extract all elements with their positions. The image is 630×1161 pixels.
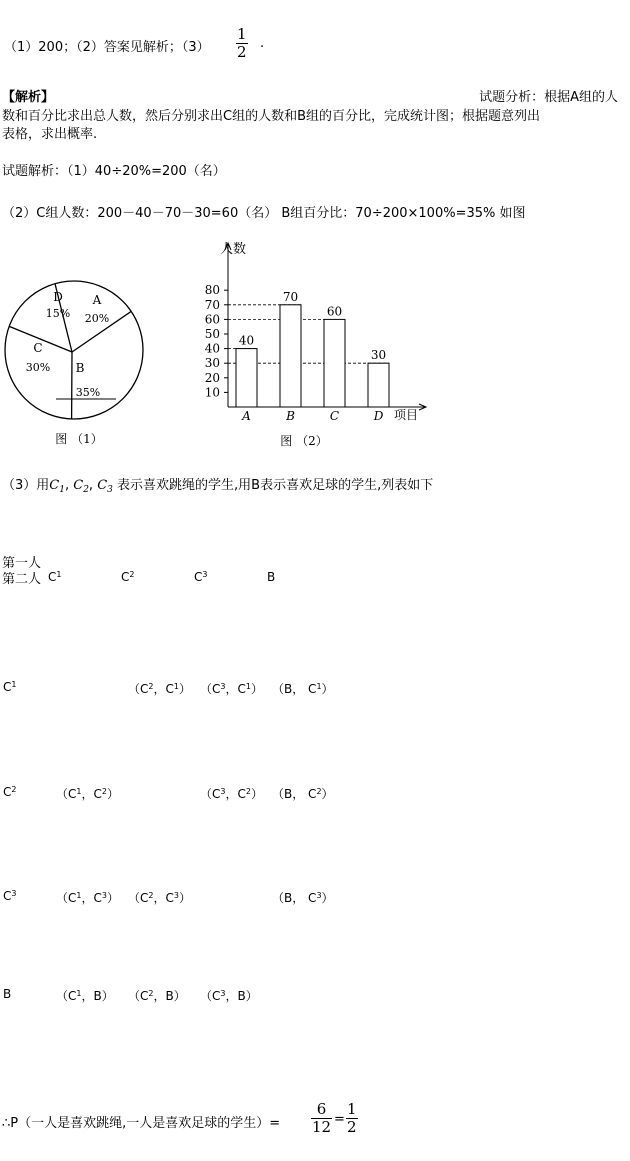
table-cell: （B， $C^3$） [272,891,334,905]
bar-xlabel: 项目 [394,408,419,422]
answer-end: . [260,36,265,51]
step3-c1-sub: 1 [59,485,65,495]
bar-y-tick-label: 40 [204,341,220,356]
table-cell: （B， $C^2$） [272,787,334,801]
table-cell: （$C^3$，$C^2$） [200,787,263,801]
step3-c1: C [49,478,60,493]
table-cell: （$C^3$，B） [200,989,258,1003]
solution-step3: （3）用$C_1$, $C_2$, $C_3$ 表示喜欢跳绳的学生,用B表示喜欢足球的学生,列表如下 [2,478,434,495]
pie-percent-b: 35% [75,386,101,399]
table-column-header: $C^2$ [121,570,135,584]
bar-D [368,363,389,407]
table-cell: （$C^3$，$C^1$） [200,682,263,696]
bar-A [236,349,257,407]
answer-fraction [236,26,248,61]
table-header-top: 第一人 [2,556,42,571]
step3-c2-sub: 2 [83,485,89,495]
answer-text: （1）200；（2）答案见解析；（3） [4,40,210,55]
bar-category-label: C [329,409,340,423]
table-cell: （$C^1$，B） [56,989,114,1003]
bar-value-label: 30 [370,348,387,363]
bar-chart [180,233,440,448]
table-cell: （$C^2$，$C^3$） [128,891,191,905]
probability-prefix: ∴P（一人是喜欢跳绳,一人是喜欢足球的学生）= [2,1116,281,1131]
bar-B [280,305,301,407]
bar-value-label: 70 [282,289,299,304]
table-row-label: $C^3$ [3,889,17,903]
analysis-line1: 试题分析：根据A组的人 [479,90,618,105]
pie-caption: 图 （1） [55,432,103,446]
pie-percent-c: 30% [25,361,51,374]
pie-percent-d: 15% [45,307,71,320]
solution-step1: 试题解析：（1）40÷20%=200（名） [2,164,226,179]
analysis-line2: 数和百分比求出总人数，然后分别求出C组的人数和B组的百分比，完成统计图；根据题意列出 [2,109,540,124]
pie-label-d: D [53,290,63,304]
table-cell: （B， $C^1$） [272,682,334,696]
table-column-header: B [267,570,276,584]
table-column-header: $C^3$ [194,570,208,584]
probability-f1-den: 12 [312,1118,332,1136]
pie-percent-a: 20% [84,312,110,325]
bar-y-tick-label: 60 [204,312,220,327]
pie-label-b: B [75,361,85,375]
answer-fraction-numerator: 1 [237,25,247,43]
answer-fraction-denominator: 2 [237,43,247,61]
table-row-label: $C^2$ [3,785,17,799]
bar-C [324,319,345,407]
table-cell: （$C^2$，B） [128,989,186,1003]
bar-category-label: B [286,409,295,423]
table-row-label: $C^1$ [3,680,17,694]
probability-f2-den: 2 [347,1118,357,1136]
probability-equals: = [334,1112,345,1127]
step3-prefix: （3）用 [2,478,50,493]
pie-chart [0,278,150,448]
table-cell: （$C^2$，$C^1$） [128,682,191,696]
bar-category-label: A [242,409,251,423]
pie-label-c: C [33,341,43,355]
table-header-left: 第二人 [2,572,42,587]
bar-value-label: 40 [238,333,255,348]
bar-value-label: 60 [326,304,343,319]
bar-y-tick-label: 20 [204,370,220,385]
step3-c2: C [73,478,84,493]
bar-y-tick-label: 80 [204,283,220,298]
analysis-heading: 【解析】 [2,90,55,105]
pie-label-a: A [92,293,102,307]
table-column-header: $C^1$ [48,570,62,584]
step3-suffix: 表示喜欢跳绳的学生,用B表示喜欢足球的学生,列表如下 [117,478,434,493]
table-cell: （$C^1$，$C^3$） [56,891,119,905]
bar-caption: 图 （2） [280,434,328,448]
bar-y-tick-label: 30 [204,356,220,371]
bar-y-tick-label: 50 [204,327,220,341]
probability-f2-num: 1 [347,1100,357,1118]
bar-y-tick-label: 70 [204,297,220,312]
step3-c3-sub: 3 [107,485,113,495]
probability-fraction-2 [346,1101,358,1136]
step3-c3: C [97,478,108,493]
bar-category-label: D [373,409,384,423]
solution-step2: （2）C组人数：200－40－70－30=60（名） B组百分比：70÷200×100%=35% 如图 [2,206,526,221]
table-row-label: B [3,987,12,1001]
bar-y-tick-label: 10 [204,385,220,400]
bar-ylabel: 人数 [220,242,247,257]
analysis-line3: 表格，求出概率. [2,127,98,142]
probability-f1-num: 6 [316,1100,327,1118]
probability-fraction-1 [311,1101,332,1136]
answer-line [4,36,210,55]
table-cell: （$C^1$，$C^2$） [56,787,119,801]
